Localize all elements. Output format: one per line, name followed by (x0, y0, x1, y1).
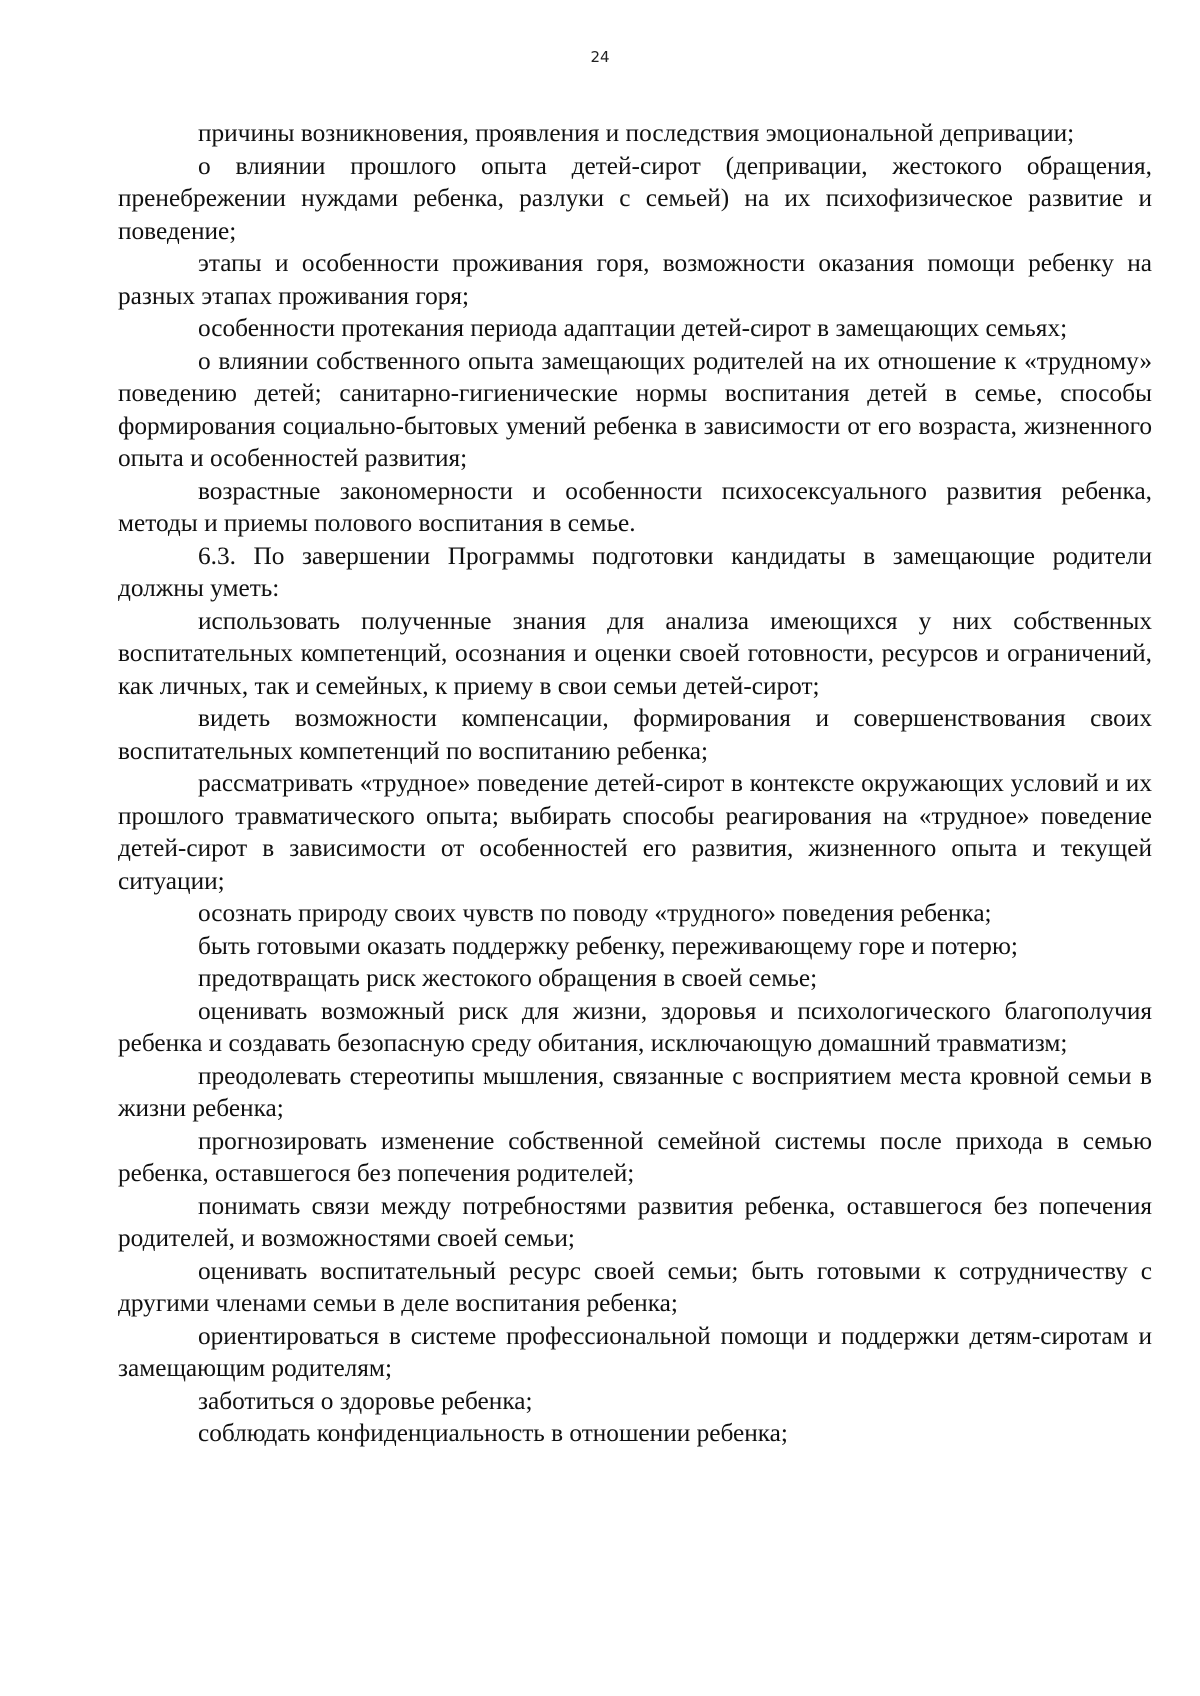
paragraph: возрастные закономерности и особенности психосексуального развития ребенка, методы и приемы полового воспитания в семье. (118, 476, 1152, 537)
paragraph: преодолевать стереотипы мышления, связанные с восприятием места кровной семьи в жизни ребенка; (118, 1061, 1152, 1122)
paragraph: оценивать воспитательный ресурс своей семьи; быть готовыми к сотрудничеству с другими членами семьи в деле воспитания ребенка; (118, 1256, 1152, 1317)
paragraph: рассматривать «трудное» поведение детей-сирот в контексте окружающих условий и их прошлого травматического опыта; выбирать способы реагирования на «трудное» поведение детей-сирот в зависимости от особенностей его развития, жизненного опыта и текущей ситуации; (118, 769, 1152, 895)
paragraph: оценивать возможный риск для жизни, здоровья и психологического благополучия ребенка и создавать безопасную среду обитания, исключающую домашний травматизм; (118, 996, 1152, 1057)
paragraph: осознать природу своих чувств по поводу «трудного» поведения ребенка; (198, 899, 992, 927)
paragraph: быть готовыми оказать поддержку ребенку, переживающему горе и потерю; (198, 931, 1018, 960)
paragraph: понимать связи между потребностями развития ребенка, оставшегося без попечения родителей, и возможностями своей семьи; (118, 1191, 1152, 1252)
page-number: 24 (590, 48, 610, 66)
paragraph: прогнозировать изменение собственной семейной системы после прихода в семью ребенка, оставшегося без попечения родителей; (118, 1126, 1152, 1187)
paragraph: особенности протекания периода адаптации детей-сирот в замещающих семьях; (198, 314, 1068, 342)
paragraph: причины возникновения, проявления и последствия эмоциональной депривации; (198, 119, 1075, 147)
paragraph: предотвращать риск жестокого обращения в своей семье; (198, 964, 818, 992)
paragraph: использовать полученные знания для анализа имеющихся у них собственных воспитательных компетенций, осознания и оценки своей готовности, ресурсов и ограничений, как личных, так и семейных, к приему в свои семьи детей-сирот; (118, 606, 1152, 700)
paragraph: ориентироваться в системе профессиональной помощи и поддержки детям-сиротам и замещающим родителям; (118, 1321, 1152, 1382)
paragraph: заботиться о здоровье ребенка; (198, 1386, 533, 1415)
paragraph: этапы и особенности проживания горя, возможности оказания помощи ребенку на разных этапах проживания горя; (118, 249, 1152, 310)
paragraph: соблюдать конфиденциальность в отношении ребенка; (198, 1419, 788, 1447)
paragraph: видеть возможности компенсации, формирования и совершенствования своих воспитательных компетенций по воспитанию ребенка; (118, 704, 1152, 765)
paragraph: о влиянии собственного опыта замещающих родителей на их отношение к «трудному» поведению детей; санитарно-гигиенические нормы воспитания детей в семье, способы формирования социально-бытовых умений ребенка в зависимости от его возраста, жизненного опыта и особенностей развития; (118, 346, 1152, 472)
body-text (118, 117, 1152, 1450)
paragraph: о влиянии прошлого опыта детей-сирот (депривации, жестокого обращения, пренебрежении нуждами ребенка, разлуки с семьей) на их психофизическое развитие и поведение; (118, 151, 1152, 245)
section-paragraph: 6.3. По завершении Программы подготовки кандидаты в замещающие родители должны уметь: (118, 541, 1152, 602)
